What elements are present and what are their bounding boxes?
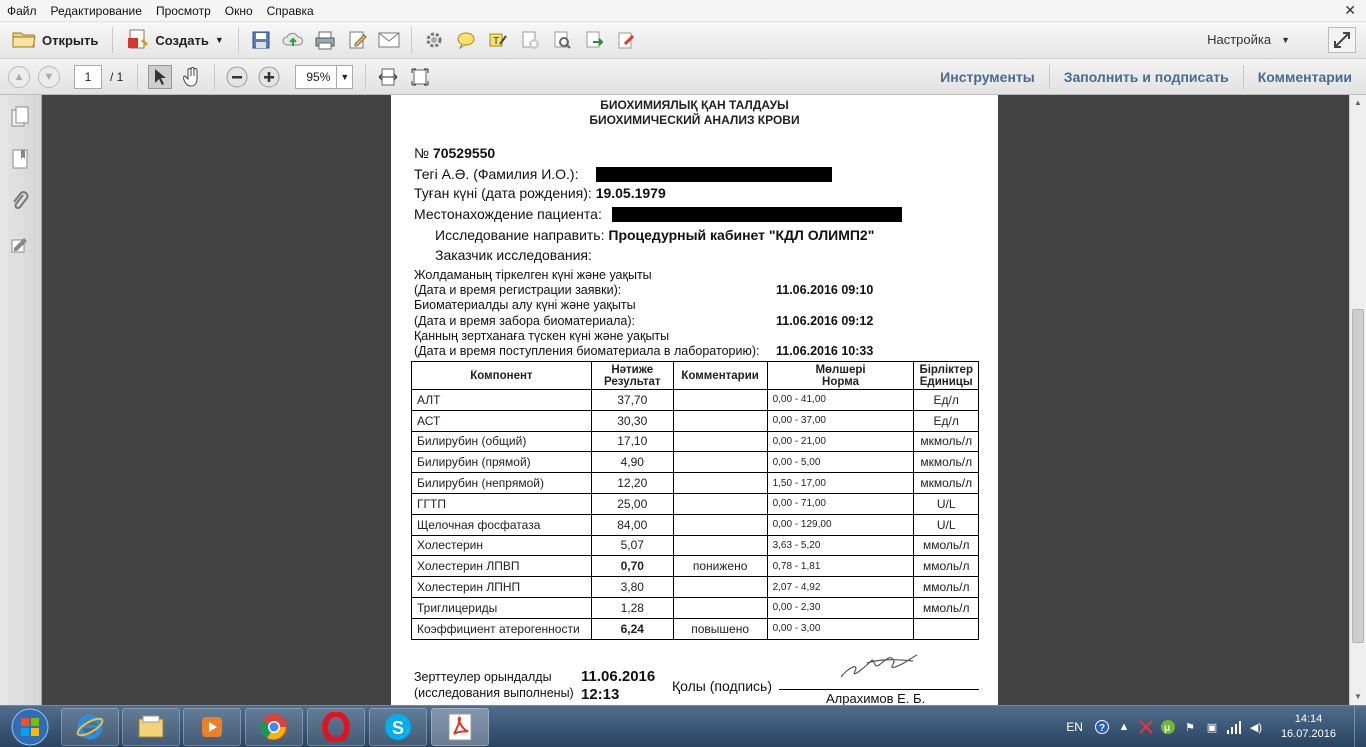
page-thumbnails-icon[interactable] [9, 105, 31, 129]
table-row [412, 452, 979, 473]
chevron-down-icon: ▼ [336, 66, 352, 88]
cell-norm: 0,00 - 41,00 [767, 390, 914, 411]
sign-document-icon[interactable] [614, 28, 638, 52]
cell-comment [673, 431, 767, 452]
signal-icon[interactable] [1226, 719, 1242, 735]
table-row [412, 410, 979, 431]
lab-value: 11.06.2016 10:33 [776, 344, 874, 358]
menu-file[interactable]: Файл [7, 3, 37, 18]
toolbar-separator [411, 27, 412, 53]
edit-document-icon[interactable] [345, 28, 369, 52]
skype-icon [383, 712, 413, 742]
order-number-row [414, 145, 495, 161]
media-player-icon [198, 713, 226, 741]
signer-name: Алрахимов Е. Б. [826, 691, 926, 705]
windows-logo-icon [11, 708, 49, 746]
expand-icon [1333, 31, 1351, 49]
cell-unit: мкмоль/л [914, 452, 979, 473]
cell-norm: 0,00 - 129,00 [767, 514, 914, 535]
create-pdf-icon [127, 28, 149, 53]
vertical-scrollbar[interactable] [1349, 95, 1366, 705]
lab-ru: (Дата и время поступления биоматериала в лабораторию): [414, 344, 760, 358]
header-result: Нәтиже Результат [591, 362, 673, 390]
svg-text:μ: μ [1163, 723, 1171, 734]
cell-norm: 3,63 - 5,20 [767, 535, 914, 556]
toolbar-separator [214, 64, 215, 90]
taskbar-media-player[interactable] [183, 708, 241, 746]
customer-label: Заказчик исследования: [435, 247, 592, 263]
cell-comment [673, 410, 767, 431]
table-row [412, 597, 979, 618]
cell-component: Коэффициент атерогенности [412, 618, 592, 639]
menu-help[interactable]: Справка [266, 3, 314, 18]
header-norm: Мөлшері Норма [767, 362, 914, 390]
navigation-panel [0, 95, 42, 705]
cell-result: 30,30 [591, 410, 673, 431]
arrow-down-icon: ▼ [43, 70, 55, 83]
show-hidden-icons[interactable]: ▲ [1118, 721, 1130, 733]
cell-comment [673, 577, 767, 598]
cell-component: Холестерин ЛПНП [412, 577, 592, 598]
header-comments: Комментарии [673, 362, 767, 390]
email-icon[interactable] [377, 28, 401, 52]
title-kz: БИОХИМИЯЛЫҚ ҚАН ТАЛДАУЫ [600, 98, 789, 112]
fit-page-icon[interactable] [408, 65, 432, 89]
table-row [412, 390, 979, 411]
clock-date: 16.07.2016 [1280, 728, 1336, 740]
cell-component: Триглицериды [412, 597, 592, 618]
system-tray [1066, 706, 1366, 747]
cell-component: Холестерин [412, 535, 592, 556]
previous-page-button[interactable] [8, 66, 30, 88]
cell-unit: Ед/л [914, 390, 979, 411]
cell-component: Билирубин (непрямой) [412, 473, 592, 494]
opera-icon [321, 712, 351, 742]
results-table [411, 361, 979, 640]
internet-explorer-icon [75, 712, 105, 742]
clock-time: 14:14 [1294, 713, 1323, 725]
cell-result: 0,70 [591, 556, 673, 577]
cell-result: 37,70 [591, 390, 673, 411]
toolbar-separator [112, 27, 113, 53]
cell-comment [673, 452, 767, 473]
export-icon[interactable] [582, 28, 606, 52]
taskbar-acrobat-reader[interactable] [431, 708, 489, 746]
cell-result: 1,28 [591, 597, 673, 618]
cell-comment: повышено [673, 618, 767, 639]
cell-norm: 0,00 - 3,00 [767, 618, 914, 639]
cell-norm: 0,78 - 1,81 [767, 556, 914, 577]
taskbar [0, 705, 1366, 747]
table-row [412, 577, 979, 598]
cell-norm: 0,00 - 37,00 [767, 410, 914, 431]
main-toolbar [0, 22, 1366, 59]
volume-icon[interactable]: ◀) [1249, 721, 1262, 734]
hand-tool-icon[interactable] [180, 65, 204, 89]
table-header-row [412, 362, 979, 390]
taskbar-internet-explorer[interactable] [61, 708, 119, 746]
cell-comment [673, 597, 767, 618]
cell-component: АЛТ [412, 390, 592, 411]
select-tool-icon[interactable] [148, 65, 172, 89]
cell-unit: U/L [914, 493, 979, 514]
redacted-name [596, 167, 832, 182]
cell-result: 84,00 [591, 514, 673, 535]
document-area [42, 95, 1349, 705]
tab-comments[interactable]: Комментарии [1243, 65, 1366, 89]
reg-kz: Жолдаманың тіркелген күні және уақыты [414, 268, 652, 282]
attachment-icon[interactable] [9, 189, 31, 213]
birth-label: Туған күні (дата рождения): [414, 185, 596, 201]
show-desktop-button[interactable] [1354, 706, 1366, 747]
cell-component: Щелочная фосфатаза [412, 514, 592, 535]
scroll-down-icon[interactable]: ▼ [1354, 692, 1362, 701]
help-icon[interactable] [1094, 719, 1110, 735]
cell-unit: ммоль/л [914, 577, 979, 598]
order-number: 70529550 [432, 145, 496, 161]
next-page-button[interactable] [38, 66, 60, 88]
arrow-up-icon: ▲ [13, 70, 25, 83]
cell-unit: Ед/л [914, 410, 979, 431]
fio-label: Тегі А.Ә. (Фамилия И.О.): [414, 166, 579, 182]
right-panel-tabs [926, 59, 1366, 95]
cell-norm: 0,00 - 71,00 [767, 493, 914, 514]
network-error-icon[interactable] [1138, 719, 1154, 735]
chevron-down-icon: ▼ [1281, 34, 1290, 45]
menu-bar [0, 0, 1366, 22]
location-label: Местонахождение пациента: [414, 206, 602, 222]
table-row [412, 473, 979, 494]
redacted-location [612, 207, 902, 222]
taskbar-skype[interactable] [369, 708, 427, 746]
reg-value: 11.06.2016 09:10 [776, 283, 874, 297]
start-button[interactable] [5, 707, 55, 747]
fit-width-icon[interactable] [376, 65, 400, 89]
zoom-select[interactable] [295, 65, 353, 89]
handwritten-signature [837, 653, 922, 685]
cell-result: 5,07 [591, 535, 673, 556]
folder-icon [136, 713, 166, 741]
cell-result: 6,24 [591, 618, 673, 639]
tab-tools[interactable]: Инструменты [940, 69, 1035, 85]
direction-row [435, 227, 874, 243]
cell-norm: 0,00 - 2,30 [767, 597, 914, 618]
taskbar-explorer[interactable] [122, 708, 180, 746]
cell-comment [673, 514, 767, 535]
cell-component: АСТ [412, 410, 592, 431]
chrome-icon [259, 712, 289, 742]
cell-unit: мкмоль/л [914, 473, 979, 494]
menu-edit[interactable]: Редактирование [50, 3, 142, 18]
page-number-input[interactable]: 1 [74, 65, 102, 89]
svg-text:T: T [492, 36, 499, 47]
taskbar-chrome[interactable] [245, 708, 303, 746]
cell-component: Холестерин ЛПВП [412, 556, 592, 577]
fullscreen-button[interactable] [1328, 27, 1356, 53]
torrent-icon[interactable] [1160, 719, 1176, 735]
highlight-icon[interactable] [486, 28, 510, 52]
cell-component: Билирубин (общий) [412, 431, 592, 452]
done-time: 12:13 [581, 686, 620, 703]
cell-result: 4,90 [591, 452, 673, 473]
zoom-in-icon[interactable] [257, 65, 281, 89]
svg-text:S: S [392, 718, 405, 738]
birth-row [414, 185, 666, 201]
acrobat-icon [447, 713, 473, 741]
comment-icon[interactable] [454, 28, 478, 52]
clock[interactable] [1281, 712, 1336, 742]
reg-ru: (Дата и время регистрации заявки): [414, 283, 622, 297]
cell-unit: мкмоль/л [914, 431, 979, 452]
device-icon[interactable]: ▣ [1206, 721, 1218, 734]
results-body [412, 390, 979, 640]
close-document-icon[interactable]: ✕ [1344, 2, 1356, 18]
done-kz: Зерттеулер орындалды [414, 670, 552, 684]
navigation-toolbar [0, 59, 1366, 95]
action-center-flag-icon[interactable]: ⚑ [1185, 721, 1195, 734]
save-icon[interactable] [249, 28, 273, 52]
cell-unit: ммоль/л [914, 556, 979, 577]
signature-label: Қолы (подпись) [672, 678, 773, 694]
open-label: Открыть [42, 32, 99, 48]
lab-kz: Қанның зертханаға түскен күні және уақыты [414, 329, 670, 343]
cell-component: Билирубин (прямой) [412, 452, 592, 473]
taskbar-opera[interactable] [307, 708, 365, 746]
cell-result: 17,10 [591, 431, 673, 452]
gear-icon[interactable] [422, 28, 446, 52]
cell-unit: U/L [914, 514, 979, 535]
cell-result: 3,80 [591, 577, 673, 598]
table-row [412, 431, 979, 452]
chevron-down-icon: ▼ [214, 35, 224, 45]
birth-date: 19.05.1979 [595, 185, 666, 201]
table-row [412, 618, 979, 639]
cell-norm: 0,00 - 5,00 [767, 452, 914, 473]
table-row [412, 556, 979, 577]
collect-kz: Биоматериалды алу күні және уақыты [414, 298, 636, 312]
cell-result: 12,20 [591, 473, 673, 494]
direction-label: Исследование направить: [435, 227, 609, 243]
pdf-page [391, 95, 998, 705]
open-button[interactable] [4, 26, 106, 54]
cell-comment [673, 535, 767, 556]
cell-norm: 0,00 - 21,00 [767, 431, 914, 452]
header-component: Компонент [412, 362, 592, 390]
zoom-value: 95% [306, 69, 331, 84]
cell-comment [673, 473, 767, 494]
create-button[interactable] [119, 26, 231, 54]
done-date: 11.06.2016 [581, 668, 656, 685]
table-row [412, 493, 979, 514]
bookmarks-icon[interactable] [9, 147, 31, 171]
done-ru: (исследования выполнены) [414, 686, 574, 700]
folder-icon [12, 29, 36, 52]
page-total: / 1 [110, 69, 124, 84]
number-label: № [414, 145, 433, 161]
collect-ru: (Дата и время забора биоматериала): [414, 314, 635, 328]
cell-unit: ммоль/л [914, 597, 979, 618]
settings-dropdown[interactable] [1207, 32, 1290, 47]
zoom-out-icon[interactable] [225, 65, 249, 89]
cell-comment [673, 390, 767, 411]
settings-label: Настройка [1207, 32, 1272, 47]
cell-comment [673, 493, 767, 514]
create-label: Создать [155, 32, 209, 48]
cell-component: ГГТП [412, 493, 592, 514]
table-row [412, 535, 979, 556]
cell-norm: 2,07 - 4,92 [767, 577, 914, 598]
tab-fill-sign[interactable]: Заполнить и подписать [1049, 65, 1243, 89]
scroll-up-icon[interactable]: ▲ [1354, 98, 1362, 107]
direction-value: Процедурный кабинет "КДЛ ОЛИМП2" [608, 227, 875, 243]
menu-window[interactable]: Окно [224, 3, 253, 18]
cell-result: 25,00 [591, 493, 673, 514]
cell-norm: 1,50 - 17,00 [767, 473, 914, 494]
svg-text:?: ? [1098, 723, 1106, 734]
cell-unit: ммоль/л [914, 535, 979, 556]
delete-page-icon[interactable] [518, 28, 542, 52]
header-units: Бірліктер Единицы [914, 362, 979, 390]
scrollbar-thumb[interactable] [1352, 309, 1364, 643]
cell-comment: понижено [673, 556, 767, 577]
title-ru: БИОХИМИЧЕСКИЙ АНАЛИЗ КРОВИ [589, 113, 800, 127]
language-indicator[interactable]: EN [1066, 720, 1083, 734]
signature-line [779, 689, 979, 690]
collect-value: 11.06.2016 09:12 [776, 314, 874, 328]
search-document-icon[interactable] [550, 28, 574, 52]
print-icon[interactable] [313, 28, 337, 52]
cell-unit [914, 618, 979, 639]
table-row [412, 514, 979, 535]
toolbar-separator [238, 27, 239, 53]
toolbar-separator [365, 64, 366, 90]
cloud-upload-icon[interactable] [281, 28, 305, 52]
signatures-icon[interactable] [9, 233, 31, 257]
toolbar-separator [137, 64, 138, 90]
menu-view[interactable]: Просмотр [155, 3, 211, 18]
